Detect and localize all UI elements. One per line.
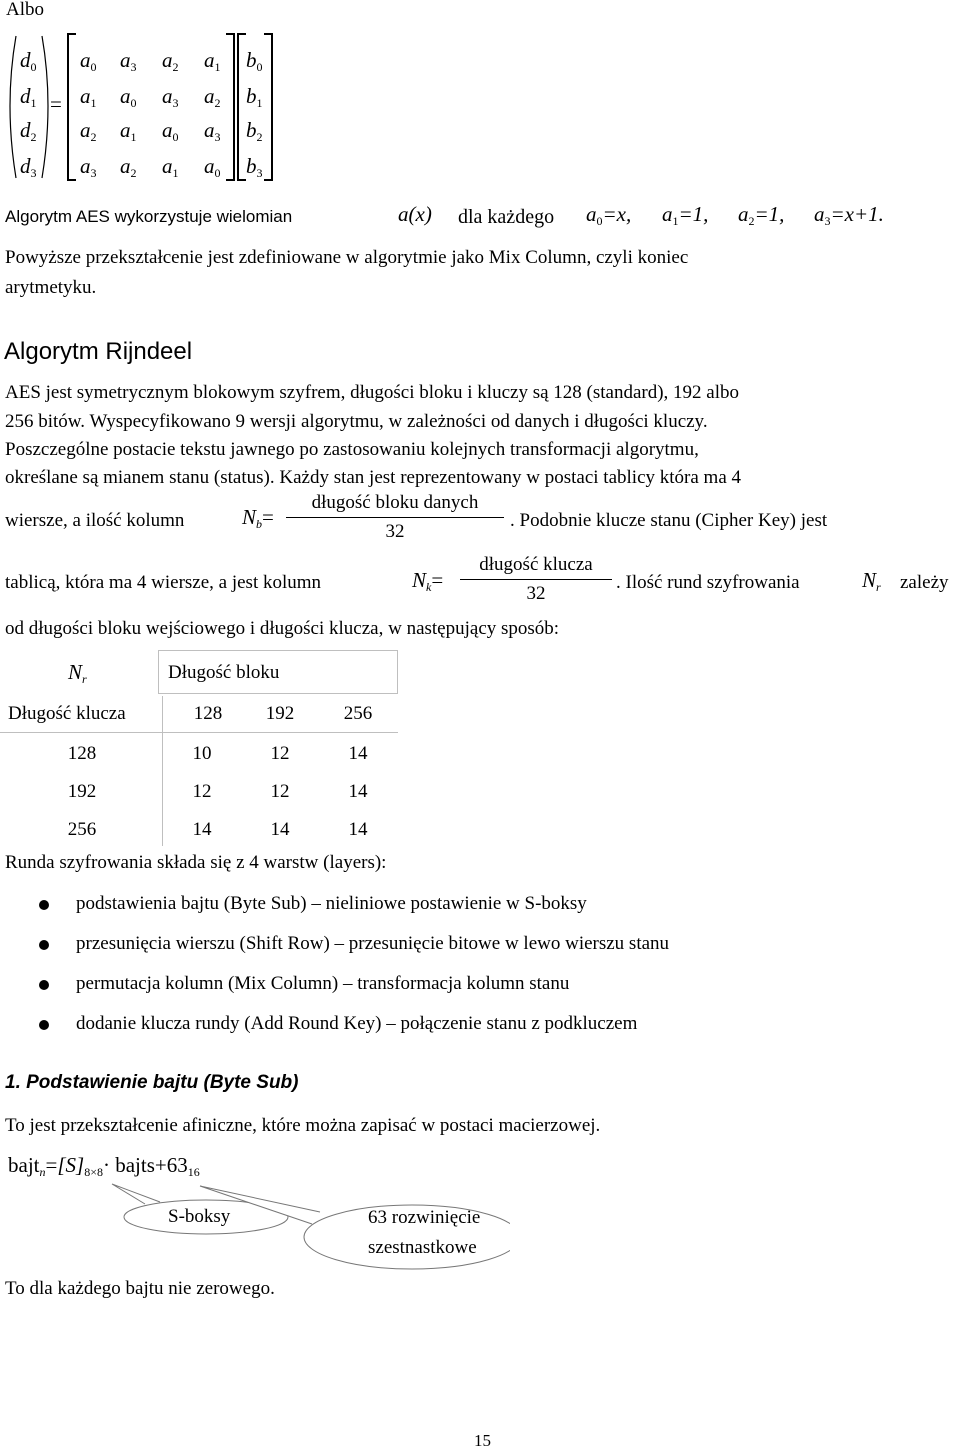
coef-a3: $a_3=x+1$. bbox=[814, 202, 884, 228]
callout-shapes bbox=[90, 1180, 510, 1280]
table-cell: 12 bbox=[270, 781, 290, 802]
para5: To dla każdego bajtu nie zerowego. bbox=[5, 1278, 275, 1299]
callout-63-line2: szestnastkowe bbox=[368, 1237, 477, 1258]
b-entry: $b_1$ bbox=[246, 84, 263, 110]
para3-line7: od długości bloku wejściowego i długości klucza, w następujący sposób: bbox=[5, 618, 560, 639]
b-entry: $b_2$ bbox=[246, 118, 263, 144]
table-cell: 14 bbox=[192, 819, 212, 840]
para2-line2: arytmetyku. bbox=[5, 277, 97, 298]
poly-symbol: a(x) bbox=[398, 202, 432, 226]
a-entry: $a_2$ bbox=[120, 154, 137, 180]
list-item: podstawienia bajtu (Byte Sub) – nieliniowe postawienie w S-boksy bbox=[76, 893, 587, 914]
table-row-key: 192 bbox=[67, 781, 97, 802]
albo-text: Albo bbox=[6, 0, 44, 20]
fraction-denominator: 32 bbox=[385, 521, 405, 542]
a-entry: $a_2$ bbox=[80, 118, 97, 144]
para3-line4: określane są mianem stanu (status). Każdy stan jest reprezentowany w postaci tablicy która ma 4 bbox=[5, 467, 742, 488]
nb-symbol: Nb= bbox=[242, 505, 274, 531]
nr-symbol: Nr bbox=[862, 568, 881, 594]
page-number: 15 bbox=[474, 1431, 491, 1450]
para2-line1: Powyższe przekształcenie jest zdefiniowane w algorytmie jako Mix Column, czyli koniec bbox=[5, 247, 689, 268]
a-entry: $a_2$ bbox=[204, 84, 221, 110]
para3-line5a: wiersze, a ilość kolumn bbox=[5, 510, 185, 531]
list-item: przesunięcia wierszu (Shift Row) – przesunięcie bitowe w lewo wierszu stanu bbox=[76, 933, 670, 954]
fraction-key-length bbox=[460, 553, 612, 606]
a-entry: $a_3$ bbox=[204, 118, 221, 144]
a-entry: $a_0$ bbox=[204, 154, 221, 180]
fraction-numerator: długość klucza bbox=[479, 554, 593, 575]
para3-line6b: . Ilość rund szyfrowania bbox=[616, 572, 800, 593]
b-entry: $b_3$ bbox=[246, 154, 263, 180]
para1-middle: dla każdego bbox=[458, 206, 555, 228]
bullet-dot bbox=[39, 980, 49, 990]
callout-63-line1: 63 rozwinięcie bbox=[368, 1207, 481, 1228]
list-item: permutacja kolumn (Mix Column) – transformacja kolumn stanu bbox=[76, 973, 570, 994]
a-entry: $a_0$ bbox=[162, 118, 179, 144]
a-entry: $a_1$ bbox=[120, 118, 137, 144]
a-entry: $a_1$ bbox=[80, 84, 97, 110]
table-row-key: 256 bbox=[67, 819, 97, 840]
para4: To jest przekształcenie afiniczne, które można zapisać w postaci macierzowej. bbox=[5, 1115, 601, 1136]
para1-prefix: Algorytm AES wykorzystuje wielomian bbox=[5, 207, 293, 226]
layers-intro: Runda szyfrowania składa się z 4 warstw (layers): bbox=[5, 852, 387, 873]
d-entry: $d_2$ bbox=[20, 118, 37, 144]
matrix-equals: = bbox=[50, 92, 62, 116]
para3-line6a: tablicą, która ma 4 wiersze, a jest kolumn bbox=[5, 572, 322, 593]
table-cell: 12 bbox=[270, 743, 290, 764]
fraction-numerator: długość bloku danych bbox=[311, 492, 479, 513]
table-cell: 12 bbox=[192, 781, 212, 802]
table-cell: 14 bbox=[348, 743, 368, 764]
a-entry: $a_3$ bbox=[162, 84, 179, 110]
table-cell: 14 bbox=[348, 819, 368, 840]
fraction-denominator: 32 bbox=[526, 583, 546, 604]
bullet-dot bbox=[39, 940, 49, 950]
a-entry: $a_0$ bbox=[120, 84, 137, 110]
a-entry: $a_2$ bbox=[162, 48, 179, 74]
coef-a2: $a_2=1$, bbox=[738, 202, 785, 228]
para3-line2: 256 bitów. Wyspecyfikowano 9 wersji algorytmu, w zależności od danych i długości kluczy. bbox=[5, 411, 708, 432]
table-block-size: 128 bbox=[193, 703, 223, 724]
heading-rijndeel: Algorytm Rijndeel bbox=[4, 338, 193, 365]
table-block-size: 256 bbox=[343, 703, 373, 724]
para3-line6c: zależy bbox=[900, 572, 949, 593]
bullet-dot bbox=[39, 1020, 49, 1030]
para3-line3: Poszczególne postacie tekstu jawnego po zastosowaniu kolejnych transformacji algorytmu, bbox=[5, 439, 699, 460]
d-entry: $d_3$ bbox=[20, 154, 37, 180]
formula: $bajtn=[S]_{8\times 8}\cdot$ $bajts+63_{16}$ bbox=[8, 1153, 200, 1179]
table-row-key: 128 bbox=[67, 743, 97, 764]
list-item: dodanie klucza rundy (Add Round Key) – połączenie stanu z podkluczem bbox=[76, 1013, 638, 1034]
nk-symbol: Nk= bbox=[412, 568, 444, 594]
d-entry: $d_0$ bbox=[20, 48, 37, 74]
table-cell: 14 bbox=[270, 819, 290, 840]
a-entry: $a_0$ bbox=[80, 48, 97, 74]
table-cell: 10 bbox=[192, 743, 212, 764]
a-entry: $a_1$ bbox=[162, 154, 179, 180]
fraction-block-length bbox=[286, 491, 504, 544]
table-key-header: Długość klucza bbox=[8, 703, 126, 724]
table-block-header: Długość bloku bbox=[168, 662, 280, 683]
table-block-size: 192 bbox=[265, 703, 295, 724]
b-entry: $b_0$ bbox=[246, 48, 263, 74]
coef-a0: $a_0=x$, bbox=[586, 202, 632, 228]
heading-byte-sub: 1. Podstawienie bajtu (Byte Sub) bbox=[5, 1072, 299, 1093]
bullet-dot bbox=[39, 900, 49, 910]
coef-a1: $a_1=1$, bbox=[662, 202, 709, 228]
para3-line5b: . Podobnie klucze stanu (Cipher Key) jest bbox=[510, 510, 828, 531]
table-cell: 14 bbox=[348, 781, 368, 802]
callout-sbox: S-boksy bbox=[168, 1206, 231, 1227]
a-entry: $a_3$ bbox=[80, 154, 97, 180]
d-entry: $d_1$ bbox=[20, 84, 37, 110]
a-entry: $a_3$ bbox=[120, 48, 137, 74]
table-corner-nr: Nr bbox=[68, 660, 87, 686]
para3-line1: AES jest symetrycznym blokowym szyfrem, długości bloku i kluczy są 128 (standard), 192 albo bbox=[5, 382, 740, 403]
a-entry: $a_1$ bbox=[204, 48, 221, 74]
